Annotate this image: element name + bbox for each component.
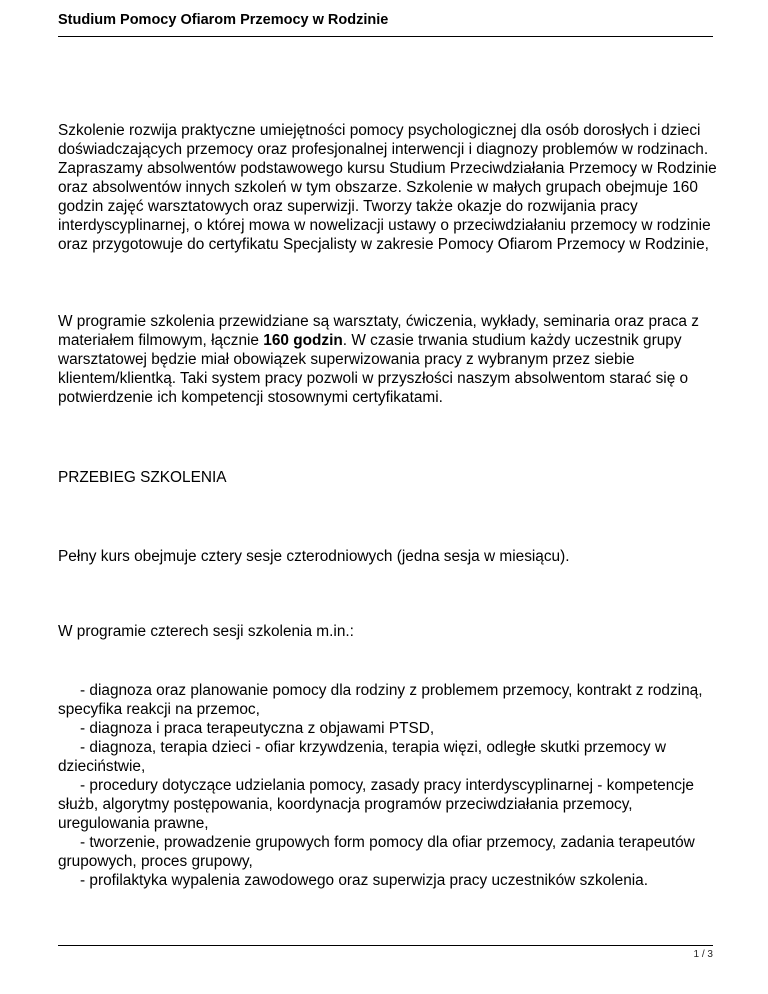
program-hours-bold: 160 godzin [263,332,343,349]
list-item: - diagnoza oraz planowanie pomocy dla rodziny z problemem przemocy, kontrakt z rodziną, specyfika reakcji na przemoc, [58,682,703,718]
document-title: Studium Pomocy Ofiarom Przemocy w Rodzinie [58,12,389,28]
course-sessions-paragraph: Pełny kurs obejmuje cztery sesje czterodniowych (jedna sesja w miesiącu). [58,548,570,565]
program-paragraph-start: W programie szkolenia przewidziane są warsztaty, ćwiczenia, wykłady, seminaria oraz praca z materiałem filmowym, łącznie [58,313,699,349]
program-intro-paragraph: W programie czterech sesji szkolenia m.in.: [58,623,354,640]
intro-paragraph: Szkolenie rozwija praktyczne umiejętności pomocy psychologicznej dla osób dorosłych i dzieci doświadczających przemocy oraz profesjonalnej interwencji i diagnozy problemów w rodzinach. Zapraszamy absolwentów podstawowego kursu Studium Przeciwdziałania Przemocy w Rodzinie oraz absolwentów innych szkoleń w tym obszarze. Szkolenie w małych grupach obejmuje 160 godzin zajęć warsztatowych oraz superwizji. Tworzy także okazje do rozwijania pracy interdyscyplinarnej, o której mowa w nowelizacji ustawy o przeciwdziałaniu przemocy w rodzinie oraz przygotowuje do certyfikatu Specjalisty w zakresie Pomocy Ofiarom Przemocy w Rodzinie, [58,122,717,253]
page-footer [58,945,713,961]
program-paragraph [58,312,718,407]
page-header [58,10,713,37]
list-item: - diagnoza i praca terapeutyczna z objawami PTSD, [80,720,435,737]
page-number: 1 / 3 [693,949,713,960]
list-item: - tworzenie, prowadzenie grupowych form pomocy dla ofiar przemocy, zadania terapeutów grupowych, proces grupowy, [58,834,695,870]
list-item: - diagnoza, terapia dzieci - ofiar krzywdzenia, terapia więzi, odległe skutki przemocy w dzieciństwie, [58,739,666,775]
list-item: - profilaktyka wypalenia zawodowego oraz superwizja pracy uczestników szkolenia. [80,872,649,889]
program-paragraph-end: . W czasie trwania studium każdy uczestnik grupy warsztatowej będzie miał obowiązek superwizowania pracy z wybranym przez siebie klientem/klientką. Taki system pracy pozwoli w przyszłości naszym absolwentom starać się o potwierdzenie ich kompetencji stosownymi certyfikatami. [58,332,689,406]
section-heading: PRZEBIEG SZKOLENIA [58,469,227,486]
document-body [58,121,718,890]
program-list [58,681,718,890]
list-item: - procedury dotyczące udzielania pomocy, zasady pracy interdyscyplinarnej - kompetencje służb, algorytmy postępowania, koordynacja programów przeciwdziałania przemocy, uregulowania prawne, [58,777,694,832]
